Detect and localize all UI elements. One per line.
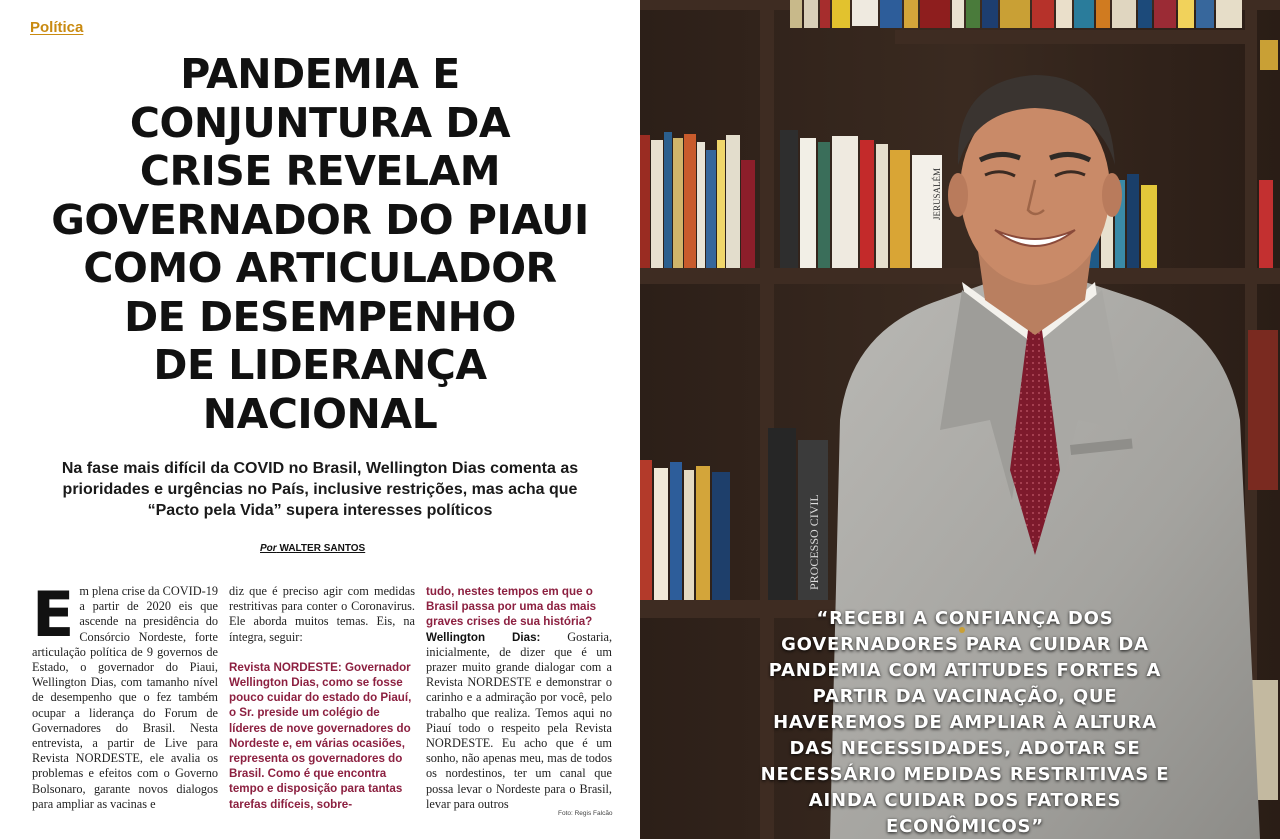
speaker-label: Wellington Dias: bbox=[426, 630, 541, 644]
body-column-1 bbox=[32, 578, 218, 811]
headline bbox=[20, 50, 620, 438]
subtitle: Na fase mais difícil da COVID no Brasil, Wellington Dias comenta as prioridades e urgências no País, inclusive restrições, mas acha que “Pacto pela Vida” supera interesses políticos bbox=[61, 460, 579, 519]
interview-question: tudo, nestes tempos em que o Brasil passa por uma das mais graves crises de sua história? bbox=[426, 585, 597, 629]
headline-line: CRISE REVELAM bbox=[139, 147, 501, 195]
headline-line: GOVERNADOR DO PIAUI bbox=[51, 195, 589, 244]
body-column-2 bbox=[229, 584, 415, 811]
headline-line: NACIONAL bbox=[202, 389, 438, 438]
interview-answer: Gostaria, inicialmente, de dizer que é um prazer muito grande dialogar com a Revista NORDESTE e demonstrar o carinho e a admiração por você, pelo trabalho que realiza. Temos aqui no Piauí todo o respeito pela Revista NORDESTE. Eu acho que é um sonho, não apenas meu, mas de todos os nordestinos, ter um canal que possa levar o Nordeste para o Brasil, levar para outros bbox=[426, 629, 613, 811]
pull-quote: “RECEBI A CONFIANÇA DOS GOVERNADORES PARA CUIDAR DA PANDEMIA COM ATITUDES FORTES A PARTIR DA VACINAÇÃO, QUE HAVEREMOS DE AMPLIAR À ALTURA DAS NECESSIDADES, ADOTAR SE NECESSÁRIO MEDIDAS RESTRITIVAS E AINDA CUIDAR DOS FATORES ECONÔMICOS” bbox=[760, 608, 1170, 837]
photo-credit: Foto: Regis Falcão bbox=[558, 810, 613, 817]
headline-line: CONJUNTURA DA bbox=[129, 98, 511, 147]
byline-prefix: Por bbox=[260, 543, 277, 554]
headline-line: COMO ARTICULADOR bbox=[83, 244, 557, 292]
headline-line: DE DESEMPENHO bbox=[124, 292, 516, 341]
body-text: m plena crise da COVID-19 a partir de 2020 eis que ascende na presidência do Consórcio Nordeste, forte articulação política de 9 governos de Estado, o governador do Piaui, Wellington Dias, com tamanho nível de desempenho que o fez também ocupar a liderança do Forum de Governadores do Brasil. Nesta entrevista, a partir de Live para Revista NORDESTE, ele avalia os problemas e efeitos com o Governo Bolsonaro, garante novos dialogos para ampliar as vacinas e bbox=[32, 584, 218, 811]
left-page bbox=[0, 0, 640, 839]
byline-author: WALTER SANTOS bbox=[279, 543, 366, 554]
book-spine-text: PROCESSO CIVIL bbox=[807, 494, 821, 590]
books-middle-left bbox=[640, 132, 755, 268]
headline-line: PANDEMIA E bbox=[180, 50, 460, 98]
body-column-3 bbox=[426, 584, 613, 811]
interview-question: Revista NORDESTE: Governador Wellington Dias, como se fosse pouco cuidar do estado do Piauí, o Sr. preside um colégio de líderes de nove governadores do Nordeste e, em várias ocasiões, representa os governadores do Brasil. Como é que encontra tempo e disposição para tantas tarefas difíceis, sobre- bbox=[229, 660, 412, 811]
section-tag: Política bbox=[30, 19, 84, 36]
book-spine-text: JERUSALÉM bbox=[932, 167, 942, 220]
dropcap: E bbox=[32, 578, 75, 651]
byline bbox=[260, 543, 365, 554]
body-text: diz que é preciso agir com medidas restritivas para conter o Coronavirus. Ele aborda muitos temas. Eis, na íntegra, seguir: bbox=[229, 584, 415, 644]
headline-line: DE LIDERANÇA bbox=[153, 341, 487, 389]
right-page bbox=[640, 0, 1280, 839]
